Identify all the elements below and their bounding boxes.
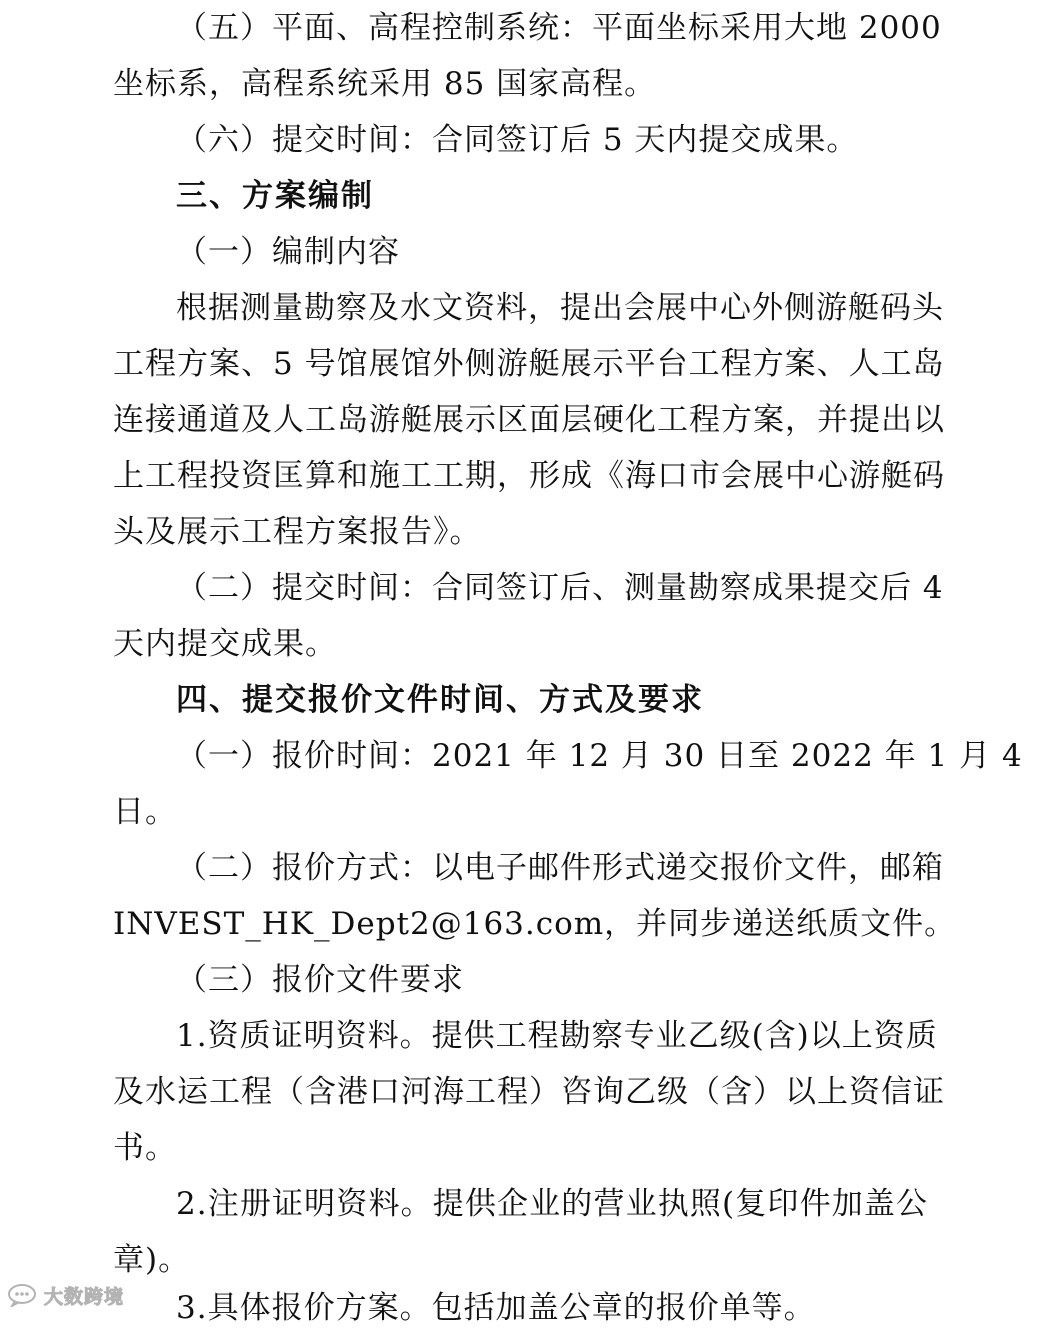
subsection-heading: （三）报价文件要求 (176, 962, 464, 998)
paragraph-line: 日。 (113, 794, 177, 830)
paragraph-line: 3.具体报价方案。包括加盖公章的报价单等。 (176, 1290, 816, 1326)
paragraph-line: 及水运工程（含港口河海工程）咨询乙级（含）以上资信证 (113, 1074, 945, 1110)
paragraph-line: （五）平面、高程控制系统：平面坐标采用大地 2000 (176, 10, 942, 46)
watermark (6, 1280, 124, 1310)
paragraph-line: 坐标系，高程系统采用 85 国家高程。 (113, 66, 657, 102)
paragraph-line: 工程方案、5 号馆展馆外侧游艇展示平台工程方案、人工岛 (113, 346, 945, 382)
section-heading: 四、提交报价文件时间、方式及要求 (176, 682, 704, 718)
watermark-text: 大数跨境 (44, 1285, 125, 1308)
paragraph-line: （二）报价方式：以电子邮件形式递交报价文件，邮箱 (176, 850, 944, 886)
section-heading: 三、方案编制 (176, 178, 374, 214)
paragraph-line: 连接通道及人工岛游艇展示区面层硬化工程方案，并提出以 (113, 402, 945, 438)
paragraph-line: 头及展示工程方案报告》。 (113, 514, 482, 550)
email-line: INVEST_HK_Dept2@163.com，并同步递送纸质文件。 (113, 906, 957, 942)
paragraph-line: 书。 (113, 1130, 177, 1166)
subsection-heading: （一）编制内容 (176, 234, 400, 270)
paragraph-line: 天内提交成果。 (113, 626, 337, 662)
paragraph-line: （一）报价时间：2021 年 12 月 30 日至 2022 年 1 月 4 (176, 738, 1023, 774)
speech-bubble-logo-icon (6, 1283, 38, 1307)
paragraph-line: 1.资质证明资料。提供工程勘察专业乙级(含)以上资质 (176, 1018, 938, 1054)
paragraph-line: 根据测量勘察及水文资料，提出会展中心外侧游艇码头 (176, 290, 944, 326)
paragraph-line: （二）提交时间：合同签订后、测量勘察成果提交后 4 (176, 570, 944, 606)
paragraph-line: （六）提交时间：合同签订后 5 天内提交成果。 (176, 122, 859, 158)
paragraph-line: 章)。 (113, 1242, 191, 1278)
paragraph-line: 上工程投资匡算和施工工期，形成《海口市会展中心游艇码 (113, 458, 945, 494)
paragraph-line: 2.注册证明资料。提供企业的营业执照(复印件加盖公 (176, 1186, 928, 1222)
